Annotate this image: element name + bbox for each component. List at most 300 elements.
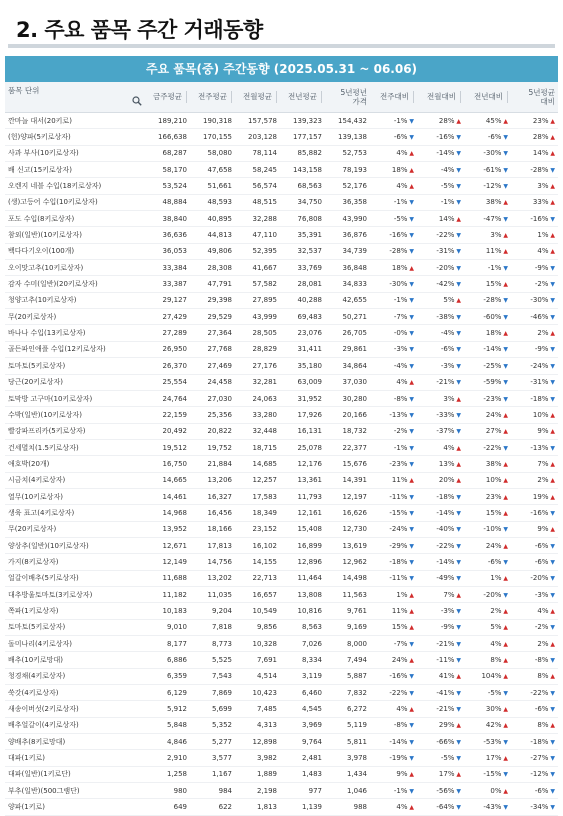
down-arrow-icon: ▼: [501, 804, 508, 812]
last-year-price: 11,464: [280, 570, 325, 586]
this-week-price: 48,884: [145, 194, 190, 210]
change-value: -22%: [436, 541, 455, 550]
down-arrow-icon: ▼: [454, 281, 461, 289]
table-row[interactable]: [5, 488, 558, 504]
vs-month-change: [417, 537, 464, 553]
change-value: -4%: [393, 361, 408, 370]
vs-week-change: [370, 521, 417, 537]
item-name: 쑥갓(4키로상자): [5, 685, 145, 701]
vs-month-change: [417, 374, 464, 390]
vs-week-change: [370, 619, 417, 635]
this-week-price: 5,912: [145, 701, 190, 717]
column-header-vs-week[interactable]: [370, 82, 417, 113]
last-week-price: 1,167: [190, 766, 235, 782]
vs-week-change: [370, 488, 417, 504]
vs-five-change: [511, 701, 558, 717]
vs-year-change: [464, 619, 511, 635]
down-arrow-icon: ▼: [454, 134, 461, 142]
column-header-last-week-label: 전주평균: [198, 92, 227, 101]
this-week-price: 29,127: [145, 292, 190, 308]
vs-week-change: [370, 505, 417, 521]
change-value: -5%: [440, 182, 455, 191]
last-month-price: 16,657: [235, 586, 280, 602]
vs-year-change: [464, 668, 511, 684]
vs-five-change: [511, 456, 558, 472]
table-row[interactable]: [5, 472, 558, 488]
last-week-price: 51,661: [190, 178, 235, 194]
down-arrow-icon: ▼: [454, 379, 461, 387]
table-row[interactable]: [5, 717, 558, 733]
vs-year-change: [464, 276, 511, 292]
down-arrow-icon: ▼: [501, 444, 508, 452]
vs-month-change: [417, 423, 464, 439]
down-arrow-icon: ▼: [454, 264, 461, 272]
vs-month-change: [417, 701, 464, 717]
down-arrow-icon: ▼: [501, 183, 508, 191]
last-year-price: 16,899: [280, 537, 325, 553]
vs-month-change: [417, 570, 464, 586]
column-header-last-year-label: 전년평균: [288, 92, 317, 101]
five-year-price: 5,811: [325, 734, 370, 750]
vs-year-change: [464, 325, 511, 341]
table-row[interactable]: [5, 390, 558, 406]
change-value: -13%: [389, 410, 408, 419]
table-row[interactable]: [5, 194, 558, 210]
vs-month-change: [417, 586, 464, 602]
item-name: 양상추(일반)(10키로상자): [5, 537, 145, 553]
change-value: -7%: [393, 312, 408, 321]
table-row[interactable]: [5, 570, 558, 586]
five-year-price: 12,962: [325, 554, 370, 570]
five-year-price: 3,978: [325, 750, 370, 766]
change-value: 29%: [438, 721, 455, 730]
change-value: -6%: [534, 541, 549, 550]
table-row[interactable]: [5, 407, 558, 423]
change-value: -2%: [534, 623, 549, 632]
five-year-price: 988: [325, 799, 370, 815]
table-row[interactable]: [5, 358, 558, 374]
last-month-price: 14,685: [235, 456, 280, 472]
vs-year-change: [464, 145, 511, 161]
table-row[interactable]: [5, 521, 558, 537]
up-arrow-icon: ▲: [548, 640, 555, 648]
last-year-price: 977: [280, 783, 325, 799]
column-header-five-year-label: 5년평년 가격: [340, 88, 367, 106]
up-arrow-icon: ▲: [454, 591, 461, 599]
up-arrow-icon: ▲: [501, 117, 508, 125]
vs-month-change: [417, 145, 464, 161]
up-arrow-icon: ▲: [548, 199, 555, 207]
change-value: 3%: [490, 231, 502, 240]
table-row[interactable]: [5, 668, 558, 684]
last-week-price: 20,822: [190, 423, 235, 439]
column-header-last-month[interactable]: [235, 82, 280, 113]
this-week-price: 13,952: [145, 521, 190, 537]
table-row[interactable]: [5, 456, 558, 472]
five-year-price: 42,655: [325, 292, 370, 308]
up-arrow-icon: ▲: [407, 657, 414, 665]
down-arrow-icon: ▼: [501, 558, 508, 566]
column-header-vs-month[interactable]: [417, 82, 464, 113]
down-arrow-icon: ▼: [454, 689, 461, 697]
column-header-vs-five-label: 5년평균 대비: [528, 88, 555, 106]
this-week-price: 19,512: [145, 439, 190, 455]
column-header-vs-year-label: 전년대비: [474, 92, 503, 101]
change-value: 24%: [485, 410, 502, 419]
item-name: 쪽파(1키로상자): [5, 603, 145, 619]
table-row[interactable]: [5, 276, 558, 292]
last-week-price: 14,756: [190, 554, 235, 570]
vs-month-change: [417, 685, 464, 701]
this-week-price: 649: [145, 799, 190, 815]
last-week-price: 19,752: [190, 439, 235, 455]
table-row[interactable]: [5, 750, 558, 766]
table-row[interactable]: [5, 260, 558, 276]
table-row[interactable]: [5, 554, 558, 570]
item-name: 당근(20키로상자): [5, 374, 145, 390]
last-year-price: 15,408: [280, 521, 325, 537]
table-row[interactable]: [5, 341, 558, 357]
last-year-price: 35,391: [280, 227, 325, 243]
table-row[interactable]: [5, 619, 558, 635]
column-header-vs-five[interactable]: [511, 82, 558, 113]
up-arrow-icon: ▲: [501, 673, 508, 681]
change-value: 11%: [391, 606, 408, 615]
table-header-row: [5, 82, 558, 113]
down-arrow-icon: ▼: [454, 428, 461, 436]
five-year-price: 36,876: [325, 227, 370, 243]
last-week-price: 984: [190, 783, 235, 799]
table-row[interactable]: [5, 701, 558, 717]
down-arrow-icon: ▼: [548, 509, 555, 517]
last-month-price: 17,583: [235, 488, 280, 504]
table-row[interactable]: [5, 734, 558, 750]
vs-five-change: [511, 374, 558, 390]
table-row[interactable]: [5, 292, 558, 308]
down-arrow-icon: ▼: [548, 689, 555, 697]
change-value: -66%: [436, 737, 455, 746]
five-year-price: 78,193: [325, 162, 370, 178]
vs-week-change: [370, 701, 417, 717]
change-value: 4%: [537, 247, 549, 256]
up-arrow-icon: ▲: [548, 607, 555, 615]
vs-five-change: [511, 799, 558, 815]
last-month-price: 12,898: [235, 734, 280, 750]
up-arrow-icon: ▲: [548, 722, 555, 730]
vs-year-change: [464, 341, 511, 357]
search-icon[interactable]: [132, 96, 142, 108]
last-week-price: 44,813: [190, 227, 235, 243]
vs-year-change: [464, 292, 511, 308]
down-arrow-icon: ▼: [407, 575, 414, 583]
vs-five-change: [511, 652, 558, 668]
table-row[interactable]: [5, 145, 558, 161]
item-name: 토마토(5키로상자): [5, 358, 145, 374]
vs-month-change: [417, 603, 464, 619]
table-row[interactable]: [5, 603, 558, 619]
change-value: -9%: [534, 263, 549, 272]
vs-five-change: [511, 734, 558, 750]
vs-year-change: [464, 570, 511, 586]
last-year-price: 3,119: [280, 668, 325, 684]
vs-five-change: [511, 211, 558, 227]
up-arrow-icon: ▲: [548, 330, 555, 338]
down-arrow-icon: ▼: [548, 444, 555, 452]
change-value: -28%: [530, 165, 549, 174]
vs-five-change: [511, 783, 558, 799]
vs-five-change: [511, 488, 558, 504]
last-month-price: 41,667: [235, 260, 280, 276]
change-value: -46%: [530, 312, 549, 321]
column-header-vs-year[interactable]: [464, 82, 511, 113]
down-arrow-icon: ▼: [548, 281, 555, 289]
table-row[interactable]: [5, 129, 558, 145]
vs-week-change: [370, 766, 417, 782]
down-arrow-icon: ▼: [454, 313, 461, 321]
five-year-price: 13,619: [325, 537, 370, 553]
this-week-price: 14,968: [145, 505, 190, 521]
table-row[interactable]: [5, 325, 558, 341]
change-value: -22%: [483, 443, 502, 452]
table-row[interactable]: [5, 766, 558, 782]
up-arrow-icon: ▲: [548, 460, 555, 468]
this-week-price: 1,258: [145, 766, 190, 782]
change-value: -12%: [483, 182, 502, 191]
last-year-price: 1,483: [280, 766, 325, 782]
change-value: 33%: [532, 198, 549, 207]
change-value: -22%: [530, 688, 549, 697]
table-row[interactable]: [5, 178, 558, 194]
last-year-price: 40,288: [280, 292, 325, 308]
up-arrow-icon: ▲: [501, 542, 508, 550]
last-year-price: 17,926: [280, 407, 325, 423]
last-week-price: 9,204: [190, 603, 235, 619]
vs-five-change: [511, 505, 558, 521]
column-header-this-week[interactable]: [145, 82, 190, 113]
item-name: 깐마늘 대서(20키로): [5, 113, 145, 129]
last-week-price: 27,364: [190, 325, 235, 341]
vs-five-change: [511, 472, 558, 488]
vs-month-change: [417, 276, 464, 292]
down-arrow-icon: ▼: [454, 346, 461, 354]
item-name: 참외(일반)(10키로상자): [5, 227, 145, 243]
change-value: -21%: [436, 705, 455, 714]
vs-month-change: [417, 341, 464, 357]
last-month-price: 52,395: [235, 243, 280, 259]
five-year-price: 52,753: [325, 145, 370, 161]
last-month-price: 28,505: [235, 325, 280, 341]
vs-five-change: [511, 358, 558, 374]
last-year-price: 34,750: [280, 194, 325, 210]
item-name: 토막방 고구마(10키로상자): [5, 390, 145, 406]
vs-week-change: [370, 178, 417, 194]
table-row[interactable]: [5, 652, 558, 668]
change-value: 4%: [396, 182, 408, 191]
this-week-price: 9,010: [145, 619, 190, 635]
vs-month-change: [417, 113, 464, 129]
last-year-price: 35,180: [280, 358, 325, 374]
change-value: 4%: [396, 803, 408, 812]
down-arrow-icon: ▼: [548, 264, 555, 272]
change-value: -31%: [530, 378, 549, 387]
change-value: -0%: [393, 329, 408, 338]
table-row[interactable]: [5, 586, 558, 602]
vs-week-change: [370, 586, 417, 602]
vs-week-change: [370, 537, 417, 553]
down-arrow-icon: ▼: [548, 771, 555, 779]
vs-week-change: [370, 717, 417, 733]
item-name: 새송이버섯(2키로상자): [5, 701, 145, 717]
five-year-price: 5,887: [325, 668, 370, 684]
table-row[interactable]: [5, 113, 558, 129]
column-header-five-year[interactable]: [325, 82, 370, 113]
table-row[interactable]: [5, 439, 558, 455]
down-arrow-icon: ▼: [407, 460, 414, 468]
vs-week-change: [370, 292, 417, 308]
vs-year-change: [464, 243, 511, 259]
last-month-price: 24,063: [235, 390, 280, 406]
change-value: -18%: [530, 394, 549, 403]
last-month-price: 78,114: [235, 145, 280, 161]
down-arrow-icon: ▼: [407, 281, 414, 289]
down-arrow-icon: ▼: [454, 526, 461, 534]
table-row[interactable]: [5, 227, 558, 243]
item-name: 수박(일반)(10키로상자): [5, 407, 145, 423]
change-value: -11%: [389, 574, 408, 583]
last-month-price: 7,485: [235, 701, 280, 717]
vs-year-change: [464, 374, 511, 390]
this-week-price: 20,492: [145, 423, 190, 439]
this-week-price: 10,183: [145, 603, 190, 619]
up-arrow-icon: ▲: [501, 232, 508, 240]
change-value: 10%: [485, 476, 502, 485]
vs-month-change: [417, 652, 464, 668]
item-name: 감자 수미(일반)(20키로상자): [5, 276, 145, 292]
vs-five-change: [511, 243, 558, 259]
last-month-price: 43,999: [235, 309, 280, 325]
item-name: 바나나 수입(13키로상자): [5, 325, 145, 341]
column-header-last-month-label: 전월평균: [243, 92, 272, 101]
vs-month-change: [417, 309, 464, 325]
table-row[interactable]: [5, 636, 558, 652]
last-month-price: 57,582: [235, 276, 280, 292]
table-row[interactable]: [5, 162, 558, 178]
last-month-price: 28,829: [235, 341, 280, 357]
table-row[interactable]: [5, 783, 558, 799]
item-name: 건세멸치(1.5키로상자): [5, 439, 145, 455]
vs-month-change: [417, 194, 464, 210]
down-arrow-icon: ▼: [454, 607, 461, 615]
item-name: 무(20키로상자): [5, 309, 145, 325]
column-header-vs-week-label: 전주대비: [380, 92, 409, 101]
change-value: -14%: [483, 345, 502, 354]
table-row[interactable]: [5, 685, 558, 701]
last-week-price: 5,352: [190, 717, 235, 733]
change-value: 2%: [537, 476, 549, 485]
last-year-price: 12,176: [280, 456, 325, 472]
change-value: -15%: [389, 508, 408, 517]
vs-year-change: [464, 113, 511, 129]
up-arrow-icon: ▲: [454, 722, 461, 730]
vs-year-change: [464, 734, 511, 750]
table-row[interactable]: [5, 374, 558, 390]
change-value: -34%: [530, 803, 549, 812]
up-arrow-icon: ▲: [407, 607, 414, 615]
down-arrow-icon: ▼: [501, 689, 508, 697]
up-arrow-icon: ▲: [407, 379, 414, 387]
last-year-price: 68,563: [280, 178, 325, 194]
last-year-price: 8,563: [280, 619, 325, 635]
last-year-price: 13,361: [280, 472, 325, 488]
table-row[interactable]: [5, 505, 558, 521]
change-value: -22%: [436, 231, 455, 240]
vs-month-change: [417, 619, 464, 635]
vs-year-change: [464, 537, 511, 553]
table-row[interactable]: [5, 309, 558, 325]
change-value: -53%: [483, 737, 502, 746]
this-week-price: 16,750: [145, 456, 190, 472]
change-value: -21%: [436, 378, 455, 387]
change-value: -21%: [436, 639, 455, 648]
table-row[interactable]: [5, 211, 558, 227]
change-value: -37%: [436, 427, 455, 436]
title-divider: [8, 44, 555, 48]
change-value: -1%: [440, 198, 455, 207]
five-year-price: 11,563: [325, 586, 370, 602]
change-value: -20%: [436, 263, 455, 272]
table-row[interactable]: [5, 243, 558, 259]
item-name: 얼갈이배추(5키로상자): [5, 570, 145, 586]
table-row[interactable]: [5, 799, 558, 815]
vs-year-change: [464, 260, 511, 276]
change-value: -3%: [440, 606, 455, 615]
vs-year-change: [464, 390, 511, 406]
down-arrow-icon: ▼: [454, 411, 461, 419]
change-value: -14%: [389, 737, 408, 746]
up-arrow-icon: ▲: [548, 526, 555, 534]
last-month-price: 3,982: [235, 750, 280, 766]
table-row[interactable]: [5, 423, 558, 439]
down-arrow-icon: ▼: [501, 346, 508, 354]
down-arrow-icon: ▼: [548, 297, 555, 305]
change-value: 18%: [391, 165, 408, 174]
change-value: -4%: [440, 165, 455, 174]
last-month-price: 12,257: [235, 472, 280, 488]
five-year-price: 37,030: [325, 374, 370, 390]
column-header-name[interactable]: [5, 82, 145, 113]
table-row[interactable]: [5, 537, 558, 553]
vs-week-change: [370, 374, 417, 390]
vs-five-change: [511, 423, 558, 439]
change-value: 8%: [490, 656, 502, 665]
five-year-price: 5,119: [325, 717, 370, 733]
down-arrow-icon: ▼: [501, 395, 508, 403]
down-arrow-icon: ▼: [454, 330, 461, 338]
column-header-last-week[interactable]: [190, 82, 235, 113]
item-name: 백다다기오이(100개): [5, 243, 145, 259]
column-header-last-year[interactable]: [280, 82, 325, 113]
last-month-price: 2,198: [235, 783, 280, 799]
down-arrow-icon: ▼: [548, 706, 555, 714]
up-arrow-icon: ▲: [501, 722, 508, 730]
change-value: -22%: [389, 688, 408, 697]
last-year-price: 13,808: [280, 586, 325, 602]
vs-five-change: [511, 341, 558, 357]
change-value: 15%: [391, 623, 408, 632]
change-value: -42%: [436, 280, 455, 289]
up-arrow-icon: ▲: [454, 444, 461, 452]
last-week-price: 58,080: [190, 145, 235, 161]
